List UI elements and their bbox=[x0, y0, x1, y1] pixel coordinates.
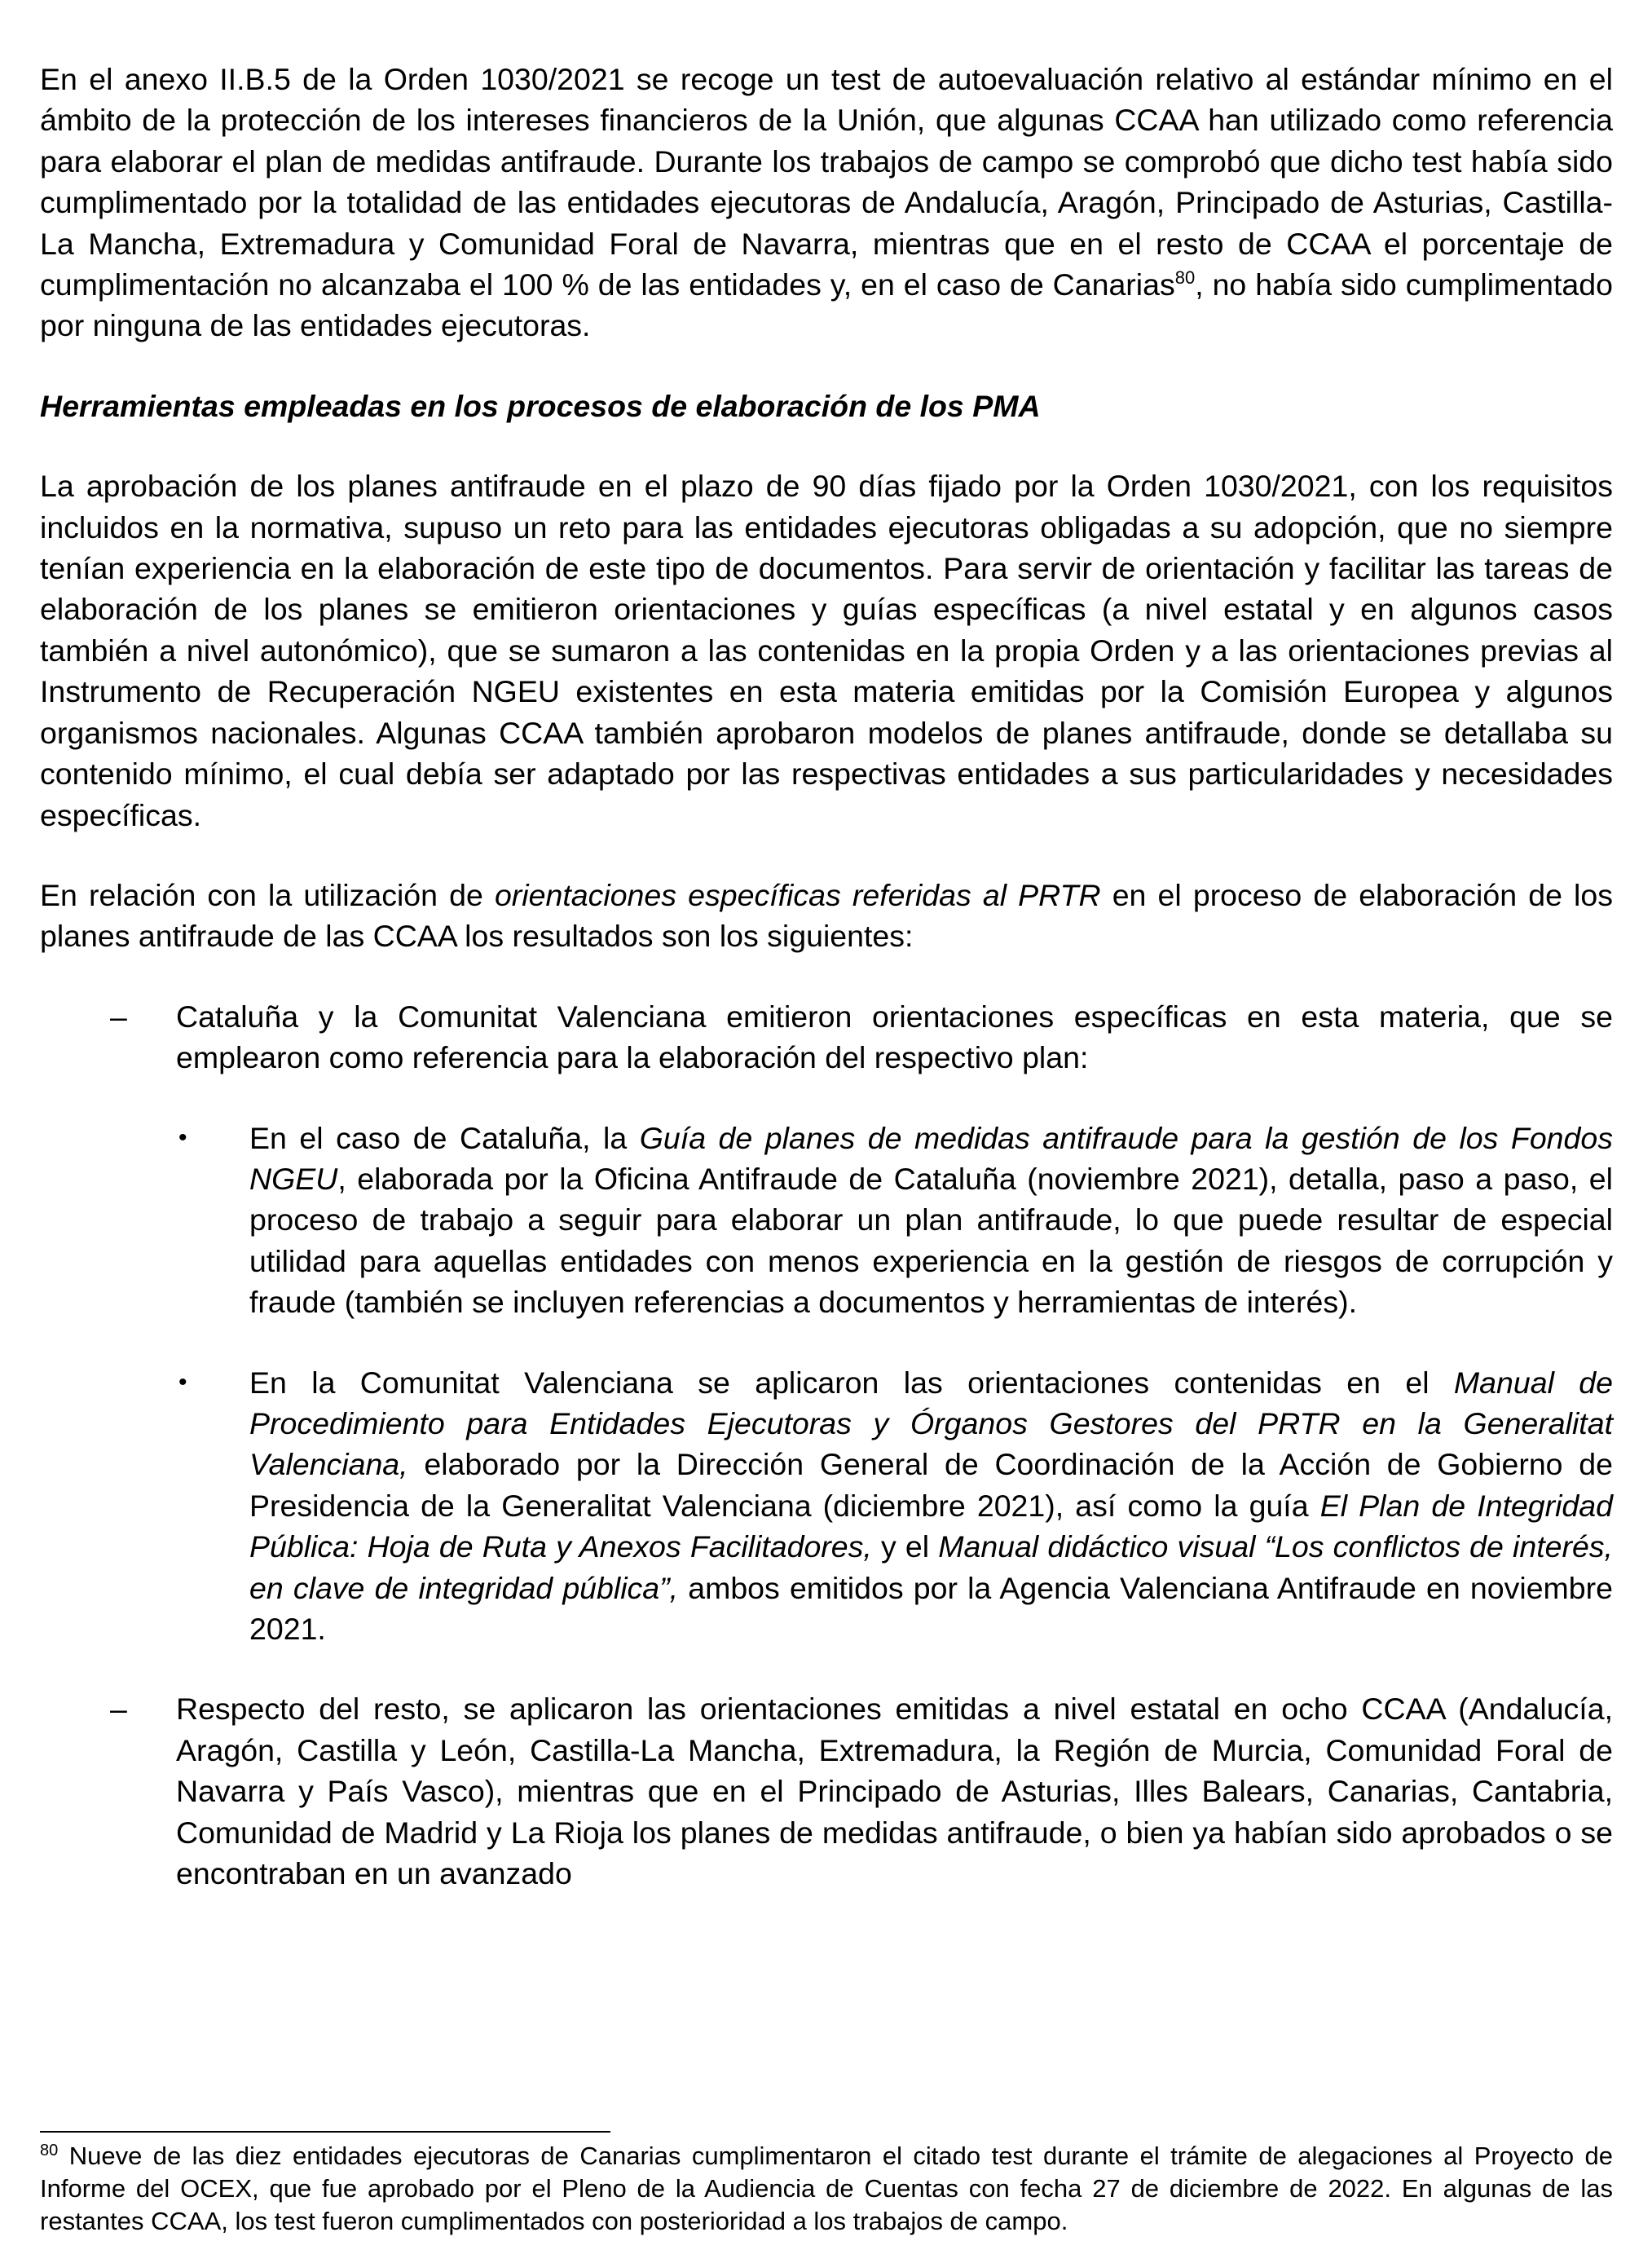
list-item-dash bbox=[40, 996, 1613, 1079]
footnote-separator bbox=[40, 2131, 610, 2133]
italic-title: Guía de planes de medidas antifraude para la gestión de los Fondos NGEU bbox=[249, 1120, 1613, 1196]
text-segment: En el caso de Cataluña, la bbox=[249, 1120, 640, 1155]
text-segment: en el proceso de elaboración de los planes antifraude de las CCAA los resultados son los siguientes: bbox=[40, 877, 1613, 954]
footnote bbox=[40, 2140, 1613, 2238]
list-item-text: Cataluña y la Comunitat Valenciana emitieron orientaciones específicas en esta materia, que se emplearon como referencia para la elaboración del respectivo plan: bbox=[176, 999, 1613, 1075]
paragraph-text-end: , no había sido cumplimentado por ninguna de las entidades ejecutoras. bbox=[40, 267, 1613, 343]
text-segment: , elaborada por la Oficina Antifraude de Cataluña (noviembre 2021), detalla, paso a paso, el proceso de trabajo a seguir para elaborar un plan antifraude, lo que puede resultar de especial utilidad para aquellas entidades con menos experiencia en la gestión de riesgos de corrupción y fraude (también se incluyen referencias a documentos y herramientas de interés). bbox=[249, 1161, 1613, 1320]
bullet-marker: • bbox=[178, 1123, 187, 1151]
list-item-text: Respecto del resto, se aplicaron las orientaciones emitidas a nivel estatal en ocho CCAA (Andalucía, Aragón, Castilla y León, Castilla-La Mancha, Extremadura, la Región de Murcia, Comunidad Foral de Navarra y País Vasco), mientras que en el Principado de Asturias, Illes Balears, Canarias, Cantabria, Comunidad de Madrid y La Rioja los planes de medidas antifraude, o bien ya habían sido aprobados o se encontraban en un avanzado bbox=[176, 1692, 1613, 1891]
list-item-text bbox=[249, 1118, 1613, 1323]
list-item-bullet bbox=[40, 1362, 1613, 1650]
list-item-dash bbox=[40, 1688, 1613, 1894]
text-segment: En la Comunitat Valenciana se aplicaron las orientaciones contenidas en el bbox=[249, 1365, 1454, 1400]
list-item-text bbox=[249, 1362, 1613, 1650]
text-segment: elaborado por la Dirección General de Coordinación de la Acción de Gobierno de Presidencia de la Generalitat Valenciana (diciembre 2021), así como la guía bbox=[249, 1447, 1613, 1523]
footnote-reference[interactable]: 80 bbox=[1174, 267, 1196, 289]
text-segment: y el bbox=[871, 1529, 939, 1564]
bullet-marker: • bbox=[178, 1368, 187, 1396]
italic-title: El Plan de Integridad Pública: Hoja de Ruta y Anexos Facilitadores, bbox=[249, 1488, 1613, 1564]
footnote-number: 80 bbox=[40, 2142, 59, 2159]
page-body bbox=[40, 59, 1613, 1894]
list-item-bullet bbox=[40, 1118, 1613, 1323]
text-segment: ambos emitidos por la Agencia Valenciana Antifraude en noviembre 2021. bbox=[249, 1570, 1613, 1646]
dash-marker: – bbox=[110, 1692, 127, 1727]
italic-term: orientaciones específicas referidas al PRTR bbox=[494, 877, 1101, 912]
paragraph-aprobacion: La aprobación de los planes antifraude en el plazo de 90 días fijado por la Orden 1030/2021, con los requisitos incluidos en la normativa, supuso un reto para las entidades ejecutoras obligadas a su adopción, que no siempre tenían experiencia en la elaboración de este tipo de documentos. Para servir de orientación y facilitar las tareas de elaboración de los planes se emitieron orientaciones y guías específicas (a nivel estatal y en algunos casos también a nivel autonómico), que se sumaron a las contenidas en la propia Orden y a las orientaciones previas al Instrumento de Recuperación NGEU existentes en esta materia emitidas por la Comisión Europea y algunos organismos nacionales. Algunas CCAA también aprobaron modelos de planes antifraude, donde se detallaba su contenido mínimo, el cual debía ser adaptado por las respectivas entidades a sus particularidades y necesidades específicas. bbox=[40, 469, 1613, 832]
paragraph-text: En el anexo II.B.5 de la Orden 1030/2021 se recoge un test de autoevaluación relativo al estándar mínimo en el ámbito de la protección de los intereses financieros de la Unión, que algunas CCAA han utilizado como referencia para elaborar el plan de medidas antifraude. Durante los trabajos de campo se comprobó que dicho test había sido cumplimentado por la totalidad de las entidades ejecutoras de Andalucía, Aragón, Principado de Asturias, Castilla-La Mancha, Extremadura y Comunidad Foral de Navarra, mientras que en el resto de CCAA el porcentaje de cumplimentación no alcanzaba el 100 % de las entidades y, en el caso de Canarias bbox=[40, 62, 1613, 302]
section-heading: Herramientas empleadas en los procesos de elaboración de los PMA bbox=[40, 388, 1041, 423]
text-segment: En relación con la utilización de bbox=[40, 877, 495, 912]
italic-title: Manual didáctico visual “Los conflictos de interés, en clave de integridad pública”, bbox=[249, 1529, 1613, 1605]
dash-marker: – bbox=[110, 999, 127, 1034]
paragraph-orientaciones bbox=[40, 875, 1613, 957]
footnote-text: Nueve de las diez entidades ejecutoras de Canarias cumplimentaron el citado test durante el trámite de alegaciones al Proyecto de Informe del OCEX, que fue aprobado por el Pleno de la Audiencia de Cuentas con fecha 27 de diciembre de 2022. En algunas de las restantes CCAA, los test fueron cumplimentados con posterioridad a los trabajos de campo. bbox=[40, 2142, 1613, 2235]
paragraph-autoevaluacion bbox=[40, 59, 1613, 346]
italic-title: Manual de Procedimiento para Entidades Ejecutoras y Órganos Gestores del PRTR en la Generalitat Valenciana, bbox=[249, 1365, 1613, 1482]
